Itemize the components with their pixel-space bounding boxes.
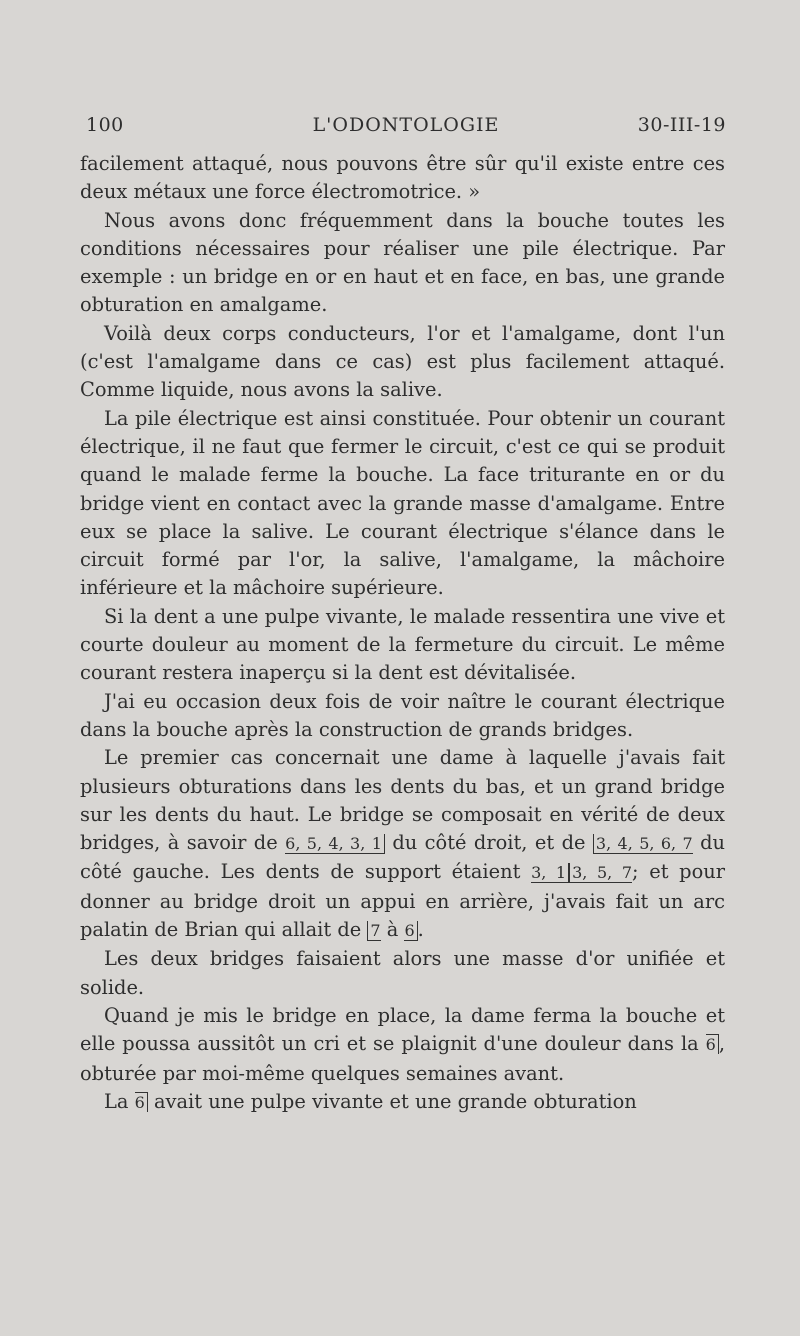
text-run: à [380, 918, 405, 942]
tooth-formula: 3, 4, 5, 6, 7 [593, 834, 693, 854]
paragraph: La pile électrique est ainsi constituée. Pour obtenir un courant électrique, il ne faut que fermer le circuit, c'est ce qui se produit quand le malade ferme la bouche. La face triturante en or du bridge vient en contact avec la grande masse d'amalgame. Entre eux se place la salive. Le courant électrique s'élance dans le circuit formé par l'or, la salive, l'amalgame, la mâchoire inférieure et la mâchoire supérieure. [80, 406, 725, 600]
tooth-formula: 7 [367, 921, 380, 941]
text-run: , obturée par moi-même quelques semaines avant. [80, 1032, 725, 1085]
paragraph: J'ai eu occasion deux fois de voir naître le courant électrique dans la bouche après la construction de grands bridges. [80, 689, 725, 741]
text-run: Quand je mis le bridge en place, la dame ferma la bouche et elle poussa aussitôt un cri et se plaignit d'une douleur dans la [80, 1003, 725, 1056]
running-header [86, 114, 726, 144]
paragraph: Voilà deux corps conducteurs, l'or et l'amalgame, dont l'un (c'est l'amalgame dans ce cas) est plus facilement attaqué. Comme liquide, nous avons la salive. [80, 321, 725, 402]
page-number: 100 [86, 114, 124, 136]
tooth-formula: 6 [706, 1034, 719, 1054]
paragraph [80, 744, 725, 945]
paragraph [80, 1088, 725, 1117]
text-run: Le premier cas concernait une dame à laquelle j'avais fait plusieurs obturations dans les dents du bas, et un grand bridge sur les dents du haut. Le bridge se composait en vérité de deux bridges, à savoir de [80, 746, 725, 855]
paragraph [80, 1002, 725, 1088]
body-text [80, 150, 725, 1117]
paragraph: Si la dent a une pulpe vivante, le malade ressentira une vive et courte douleur au moment de la fermeture du circuit. Le même courant restera inaperçu si la dent est dévitalisée. [80, 604, 725, 685]
text-run: ; et pour donner au bridge droit un appui en arrière, j'avais fait un arc palatin de Brian qui allait de [80, 860, 726, 942]
paragraph: facilement attaqué, nous pouvons être sûr qu'il existe entre ces deux métaux une force électromotrice. » [80, 152, 725, 204]
tooth-formula: 3, 5, 7 [569, 863, 632, 883]
paragraph: Nous avons donc fréquemment dans la bouche toutes les conditions nécessaires pour réaliser une pile électrique. Par exemple : un bridge en or en haut et en face, en bas, une grande obturation en amalgame. [80, 208, 725, 317]
tooth-formula: 3, 1 [531, 863, 569, 883]
tooth-formula: 6 [135, 1092, 148, 1112]
journal-title: L'ODONTOLOGIE [312, 114, 500, 136]
text-run: du côté gauche. Les dents de support étaient [80, 831, 725, 884]
tooth-formula: 6, 5, 4, 3, 1 [285, 834, 385, 854]
text-run: du côté droit, et de [384, 831, 593, 855]
text-run: La [104, 1089, 135, 1113]
tooth-formula: 6 [404, 921, 417, 941]
paragraph: Les deux bridges faisaient alors une masse d'or unifiée et solide. [80, 947, 725, 999]
text-run: avait une pulpe vivante et une grande obturation [147, 1089, 637, 1113]
text-run: . [417, 918, 424, 942]
issue-date: 30-III-19 [637, 114, 726, 136]
